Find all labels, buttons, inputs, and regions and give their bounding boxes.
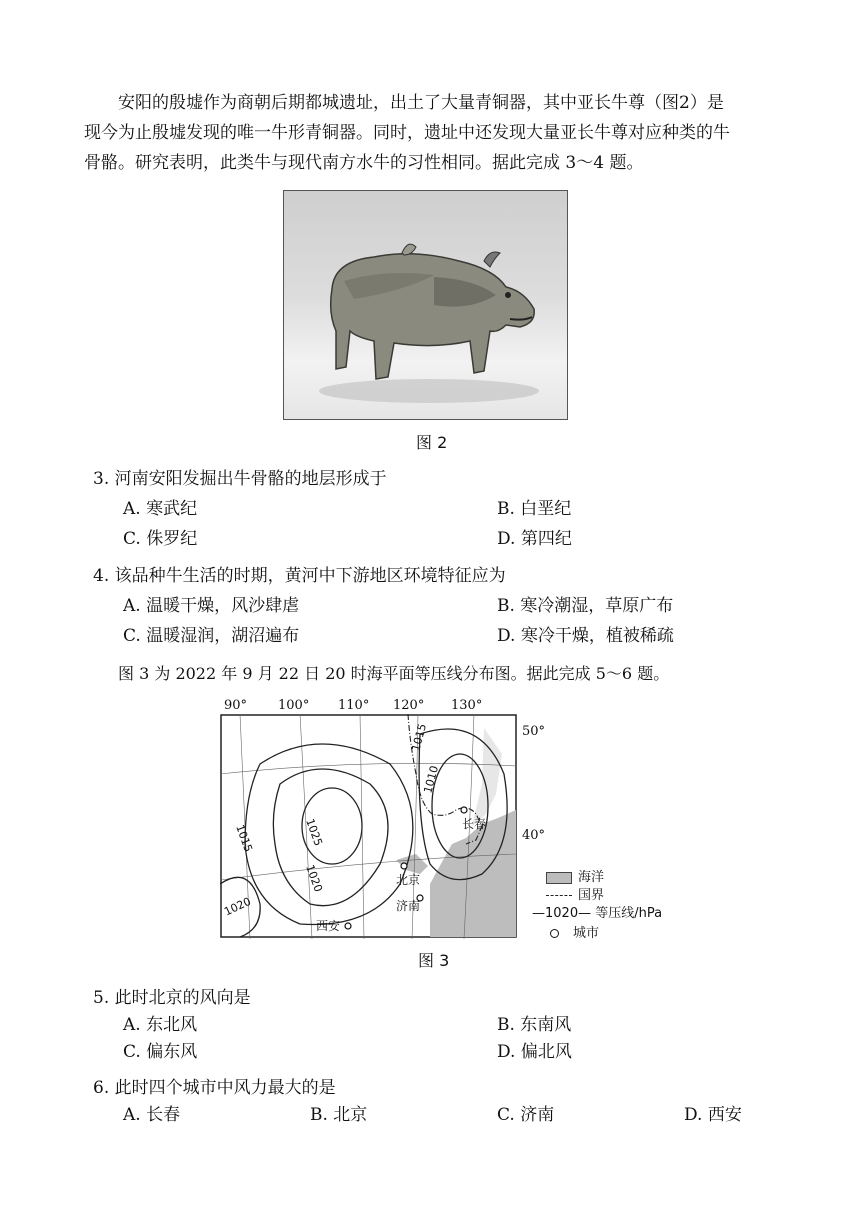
lon-label-120: 120° — [393, 698, 425, 713]
q6-option-a[interactable]: A. 长春 — [123, 1105, 181, 1125]
lon-label-110: 110° — [338, 698, 370, 713]
city-label-jinan: 济南 — [396, 899, 421, 913]
intro-line-2: 现今为止殷墟发现的唯一牛形青铜器。同时，遗址中还发现大量亚长牛尊对应种类的牛 — [84, 123, 730, 143]
q5-option-a[interactable]: A. 东北风 — [123, 1015, 198, 1035]
legend-city — [550, 922, 599, 941]
city-label-beijing: 北京 — [396, 873, 421, 887]
legend-border-label: 国界 — [578, 888, 605, 903]
q3-stem: 3. 河南安阳发掘出牛骨骼的地层形成于 — [93, 469, 387, 489]
intro2-text: 图 3 为 2022 年 9 月 22 日 20 时海平面等压线分布图。据此完成 5～6 题。 — [118, 664, 670, 683]
q3-option-d[interactable]: D. 第四纪 — [497, 529, 572, 549]
lat-label-50: 50° — [522, 724, 546, 739]
isobar-map-svg — [220, 714, 517, 939]
legend-isobar-label: 等压线/hPa — [595, 906, 663, 921]
q4-option-a[interactable]: A. 温暖干燥，风沙肆虐 — [123, 596, 300, 616]
q4-option-b[interactable]: B. 寒冷潮湿，草原广布 — [497, 596, 674, 616]
q3-option-c[interactable]: C. 侏罗纪 — [123, 529, 198, 549]
q5-option-c[interactable]: C. 偏东风 — [123, 1042, 198, 1062]
legend-city-label: 城市 — [573, 926, 600, 941]
isobar-label-1025: 1025 — [303, 816, 325, 848]
intro-paragraph — [84, 88, 804, 178]
ox-zun-illustration — [284, 191, 567, 419]
figure3-isobar-map — [220, 714, 517, 939]
city-label-changchun: 长春 — [462, 817, 487, 831]
q6-stem: 6. 此时四个城市中风力最大的是 — [93, 1078, 336, 1098]
figure2-ox-zun-photo — [283, 190, 568, 420]
city-marker-changchun — [461, 807, 467, 813]
legend-isobar-sample: — — [532, 906, 545, 921]
q5-option-d[interactable]: D. 偏北风 — [497, 1042, 572, 1062]
legend-isobar: —1020— 等压线/hPa — [532, 906, 663, 921]
border-line-sample — [546, 895, 572, 896]
intro-line-3: 骨骼。研究表明，此类牛与现代南方水牛的习性相同。据此完成 3～4 题。 — [84, 153, 644, 173]
city-label-xian: 西安 — [316, 919, 341, 933]
isobar-label-1015-right: 1015 — [409, 722, 430, 753]
q3-option-b[interactable]: B. 白垩纪 — [497, 499, 572, 519]
q4-stem: 4. 该品种牛生活的时期，黄河中下游地区环境特征应为 — [93, 566, 506, 586]
intro-line-1: 安阳的殷墟作为商朝后期都城遗址，出土了大量青铜器，其中亚长牛尊（图2）是 — [118, 93, 724, 113]
legend-isobar-sample-value: 1020 — [545, 906, 579, 921]
legend-border — [546, 884, 604, 903]
isobar-label-1010: 1010 — [421, 764, 442, 795]
q3-option-a[interactable]: A. 寒武纪 — [123, 499, 198, 519]
ocean-swatch — [546, 872, 572, 884]
lon-label-100: 100° — [278, 698, 310, 713]
q4-option-c[interactable]: C. 温暖湿润，湖沼遍布 — [123, 626, 300, 646]
lon-label-90: 90° — [224, 698, 248, 713]
city-marker-beijing — [401, 863, 407, 869]
q6-option-b[interactable]: B. 北京 — [310, 1105, 368, 1125]
isobar-label-1020: 1020 — [303, 862, 325, 894]
figure3-caption: 图 3 — [418, 951, 450, 970]
q6-option-d[interactable]: D. 西安 — [684, 1105, 742, 1125]
q5-option-b[interactable]: B. 东南风 — [497, 1015, 572, 1035]
figure2-caption: 图 2 — [416, 433, 448, 452]
lat-label-40: 40° — [522, 828, 546, 843]
q6-option-c[interactable]: C. 济南 — [497, 1105, 555, 1125]
city-marker-xian — [345, 923, 351, 929]
legend-ocean-label: 海洋 — [578, 870, 605, 885]
q5-stem: 5. 此时北京的风向是 — [93, 988, 251, 1008]
isobar-label-1015-left: 1015 — [233, 822, 255, 854]
isobar-label-1020-sw: 1020 — [222, 894, 254, 919]
lon-label-130: 130° — [451, 698, 483, 713]
legend-ocean — [546, 866, 604, 885]
city-symbol — [550, 929, 559, 938]
q4-option-d[interactable]: D. 寒冷干燥，植被稀疏 — [497, 626, 674, 646]
